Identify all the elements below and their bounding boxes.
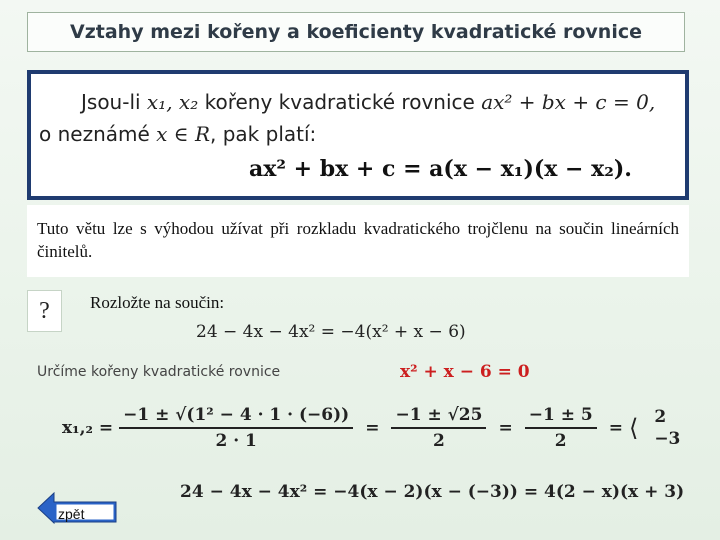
equals-sign: =: [608, 418, 623, 438]
back-button-label: zpět: [58, 506, 85, 522]
slide-title: [27, 12, 685, 52]
fraction-discriminant: [119, 405, 353, 451]
root-values: [654, 406, 680, 450]
fraction-denominator: 2: [433, 431, 445, 451]
back-button[interactable]: [36, 492, 118, 524]
equals-sign: =: [498, 418, 513, 438]
branch-brace: ⟨: [628, 414, 639, 442]
fraction-numerator: −1 ± 5: [525, 405, 597, 429]
equals-sign: =: [365, 418, 380, 438]
theorem-formula: ax² + bx + c = a(x − x₁)(x − x₂).: [249, 156, 632, 182]
note-box: [27, 205, 689, 277]
x-label: x₁,₂ =: [62, 418, 114, 438]
theorem-text: Jsou-li: [81, 90, 147, 114]
note-text: Tuto větu lze s výhodou užívat při rozkladu kvadratického trojčlenu na součin lineárních činitelů.: [37, 219, 679, 261]
slide-title-text: Vztahy mezi kořeny a koeficienty kvadratické rovnice: [70, 21, 642, 43]
fraction-denominator: 2 · 1: [215, 431, 257, 451]
fraction-sqrt: [391, 405, 486, 451]
final-factorization: 24 − 4x − 4x² = −4(x − 2)(x − (−3)) = 4(2 − x)(x + 3): [180, 482, 685, 502]
fraction-numerator: −1 ± √25: [391, 405, 486, 429]
theorem-text: o neznámé: [39, 122, 157, 146]
theorem-line-1: [81, 90, 655, 114]
theorem-equation: ax² + bx + c = 0,: [481, 90, 656, 114]
theorem-domain: x ∈ R: [156, 122, 211, 146]
roots-label: Určíme kořeny kvadratické rovnice: [37, 364, 281, 380]
auxiliary-equation: x² + x − 6 = 0: [400, 362, 530, 382]
task-expression: 24 − 4x − 4x² = −4(x² + x − 6): [196, 322, 466, 342]
theorem-text: , pak platí:: [210, 122, 317, 146]
theorem-roots: x₁, x₂: [146, 90, 199, 114]
root-plus: 2: [654, 407, 667, 427]
theorem-line-2: [39, 122, 316, 146]
fraction-denominator: 2: [554, 431, 567, 451]
question-mark-box: [27, 290, 62, 332]
theorem-box: [27, 70, 689, 200]
fraction-simplified: [525, 405, 597, 451]
task-label: Rozložte na součin:: [90, 293, 225, 312]
question-mark: ?: [39, 297, 50, 324]
theorem-text: kořeny kvadratické rovnice: [198, 90, 482, 114]
roots-calculation: [62, 398, 680, 458]
fraction-numerator: −1 ± √(1² − 4 · 1 · (−6)): [119, 405, 353, 429]
root-minus: −3: [654, 429, 681, 449]
